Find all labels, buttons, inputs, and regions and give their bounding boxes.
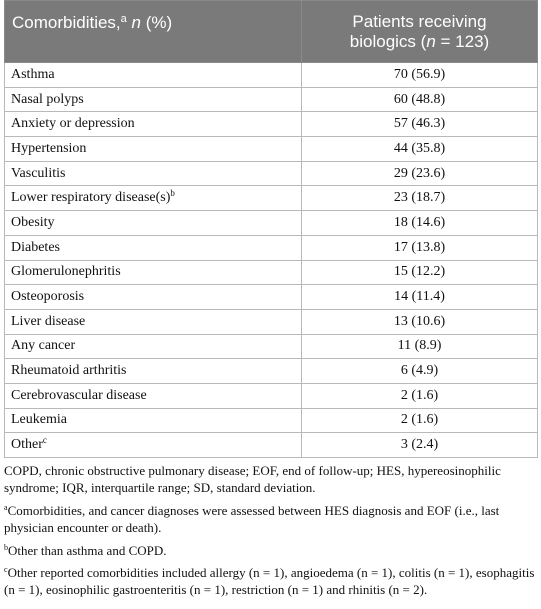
- patient-count-cell: 60 (48.8): [302, 87, 538, 112]
- comorbidity-cell: [5, 359, 302, 384]
- footnote-b: [4, 542, 537, 559]
- comorbidity-label: Anxiety or depression: [11, 116, 135, 132]
- table-row: [5, 433, 538, 458]
- table-row: [5, 87, 538, 112]
- comorbidity-label: Hypertension: [11, 140, 87, 156]
- comorbidity-label: Asthma: [11, 66, 55, 82]
- footnote-b-text: Other than asthma and COPD.: [8, 542, 167, 558]
- table-row: [5, 383, 538, 408]
- footnote-a-text: Comorbidities, and cancer diagnoses were assessed between HES diagnosis and EOF (i.e., last physician encounter or death).: [4, 502, 500, 536]
- comorbidity-label: Other: [11, 437, 43, 453]
- patient-count-cell: 11 (8.9): [302, 334, 538, 359]
- patient-count-cell: 2 (1.6): [302, 383, 538, 408]
- comorbidities-table-container: [4, 0, 537, 458]
- patient-count-cell: 70 (56.9): [302, 63, 538, 88]
- comorbidity-label: Lower respiratory disease(s): [11, 190, 171, 206]
- header-patients-line2b: = 123): [435, 32, 490, 51]
- header-patients-n-symbol: n: [426, 32, 436, 51]
- comorbidity-cell: [5, 309, 302, 334]
- comorbidity-cell: [5, 408, 302, 433]
- table-row: [5, 235, 538, 260]
- header-comorbidities: [5, 1, 302, 63]
- table-header: [5, 1, 538, 63]
- patient-count-cell: 57 (46.3): [302, 112, 538, 137]
- comorbidity-label: Any cancer: [11, 338, 76, 354]
- footnote-a: [4, 502, 537, 537]
- table-row: [5, 260, 538, 285]
- table-row: [5, 285, 538, 310]
- comorbidity-label: Glomerulonephritis: [11, 264, 121, 280]
- table-body: [5, 63, 538, 458]
- comorbidity-label: Liver disease: [11, 313, 86, 329]
- header-patients-biologics: [302, 1, 538, 63]
- comorbidity-cell: [5, 334, 302, 359]
- comorbidity-cell: [5, 186, 302, 211]
- header-footnote-a: a: [120, 13, 127, 25]
- table-row: [5, 137, 538, 162]
- comorbidity-footnote-mark: b: [170, 188, 175, 199]
- patient-count-cell: 14 (11.4): [302, 285, 538, 310]
- comorbidity-label: Leukemia: [11, 412, 67, 428]
- comorbidity-cell: [5, 161, 302, 186]
- header-comorbidities-label: Comorbidities,: [12, 13, 121, 32]
- patient-count-cell: 23 (18.7): [302, 186, 538, 211]
- comorbidity-cell: [5, 63, 302, 88]
- comorbidity-label: Diabetes: [11, 239, 60, 255]
- comorbidity-cell: [5, 285, 302, 310]
- header-percent-label: (%): [140, 13, 173, 32]
- patient-count-cell: 44 (35.8): [302, 137, 538, 162]
- comorbidity-cell: [5, 87, 302, 112]
- table-row: [5, 112, 538, 137]
- footnote-c-mark: c: [4, 565, 8, 575]
- comorbidity-label: Obesity: [11, 214, 55, 230]
- comorbidity-footnote-mark: c: [42, 435, 47, 446]
- footnote-c-text: Other reported comorbidities included allergy (n = 1), angioedema (n = 1), colitis (n = 1), esophagitis (n = 1), eosinophilic gastroenteritis (n = 1), restriction (n = 1) and rhinitis (n = 2).: [4, 565, 535, 598]
- comorbidity-cell: [5, 235, 302, 260]
- table-row: [5, 359, 538, 384]
- patient-count-cell: 3 (2.4): [302, 433, 538, 458]
- comorbidity-cell: [5, 112, 302, 137]
- comorbidity-cell: [5, 137, 302, 162]
- header-n-symbol: n: [131, 13, 141, 32]
- footnote-abbreviations: COPD, chronic obstructive pulmonary disease; EOF, end of follow-up; HES, hypereosinophilic syndrome; IQR, interquartile range; SD, standard deviation.: [4, 463, 501, 496]
- patient-count-cell: 2 (1.6): [302, 408, 538, 433]
- table-row: [5, 309, 538, 334]
- patient-count-cell: 29 (23.6): [302, 161, 538, 186]
- table-row: [5, 334, 538, 359]
- footnote-c: [4, 564, 537, 599]
- header-row: [5, 1, 538, 63]
- table-row: [5, 408, 538, 433]
- comorbidity-cell: [5, 433, 302, 458]
- header-patients-line2a: biologics (: [349, 32, 427, 51]
- patient-count-cell: 15 (12.2): [302, 260, 538, 285]
- patient-count-cell: 13 (10.6): [302, 309, 538, 334]
- comorbidity-cell: [5, 211, 302, 236]
- comorbidities-table: [4, 0, 538, 458]
- comorbidity-label: Vasculitis: [11, 165, 66, 181]
- comorbidity-label: Osteoporosis: [11, 289, 85, 305]
- comorbidity-label: Nasal polyps: [11, 91, 84, 107]
- patient-count-cell: 17 (13.8): [302, 235, 538, 260]
- table-row: [5, 161, 538, 186]
- table-footnotes: [4, 462, 537, 604]
- header-patients-line1: Patients receiving: [352, 12, 487, 31]
- patient-count-cell: 6 (4.9): [302, 359, 538, 384]
- table-row: [5, 211, 538, 236]
- footnote-b-mark: b: [4, 542, 8, 552]
- footnote-a-mark: a: [4, 502, 8, 512]
- patient-count-cell: 18 (14.6): [302, 211, 538, 236]
- comorbidity-label: Cerebrovascular disease: [11, 387, 147, 403]
- table-row: [5, 63, 538, 88]
- comorbidity-cell: [5, 383, 302, 408]
- comorbidity-cell: [5, 260, 302, 285]
- table-row: [5, 186, 538, 211]
- comorbidity-label: Rheumatoid arthritis: [11, 363, 127, 379]
